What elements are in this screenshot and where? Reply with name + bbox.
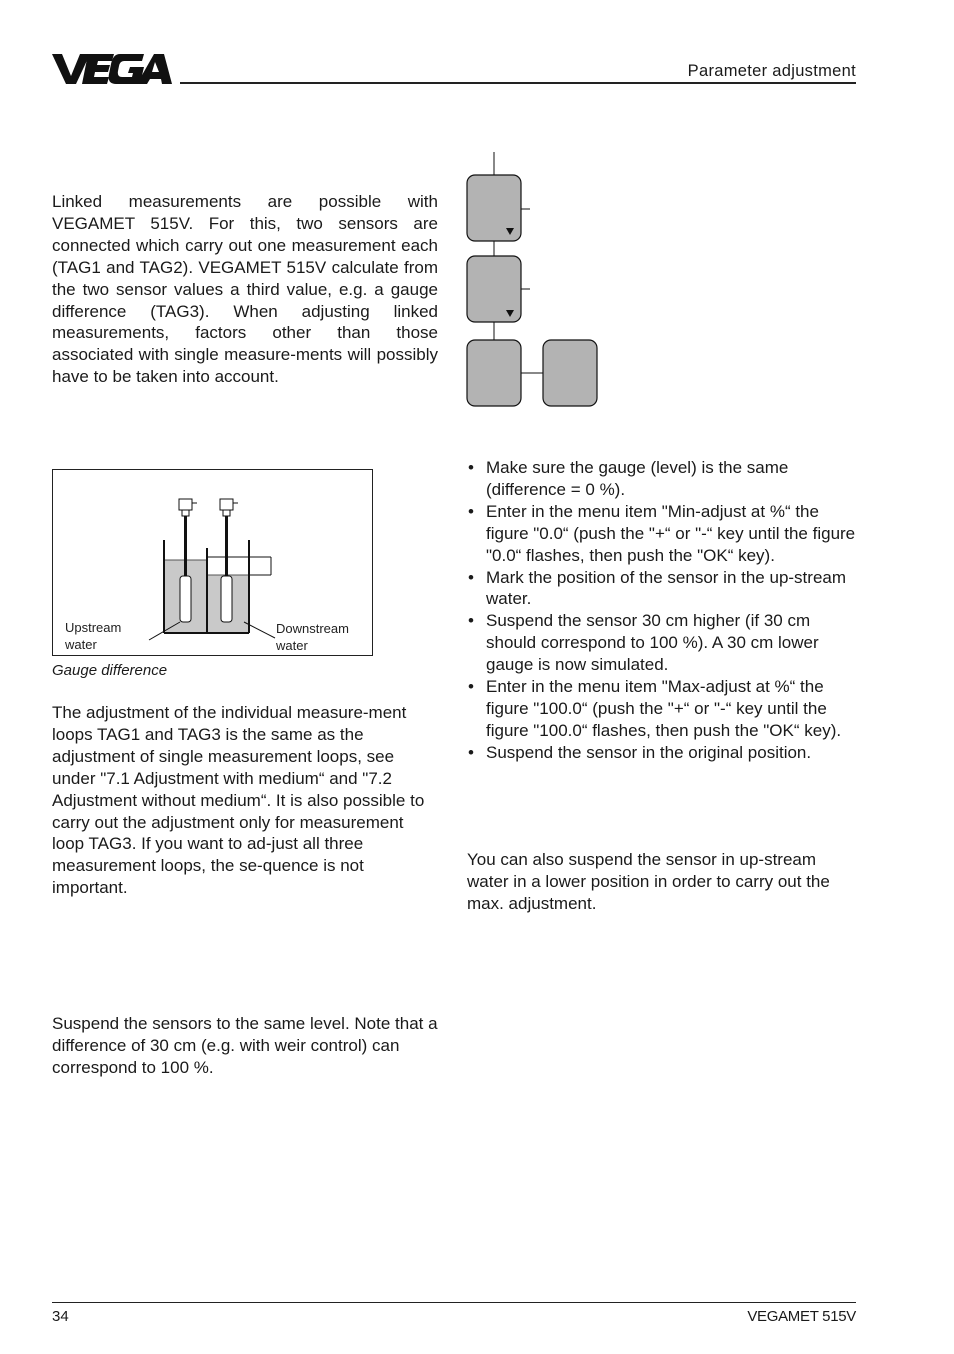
upstream-label xyxy=(65,620,121,653)
list-item: • Suspend the sensor in the original position. xyxy=(467,742,859,764)
note-paragraph: You can also suspend the sensor in up-stream water in a lower position in order to carry out the max. adjustment. xyxy=(467,850,830,913)
suspend-paragraph: Suspend the sensors to the same level. Note that a difference of 30 cm (e.g. with weir control) can correspond to 100 %. xyxy=(52,1014,438,1077)
menu-box-4 xyxy=(543,340,597,406)
list-item: • Enter in the menu item "Max-adjust at %“ the figure "100.0“ (push the "+“ or "-“ key until the figure "100.0“ flashes, then push the "OK“ key). xyxy=(467,676,859,742)
product-name: VEGAMET 515V xyxy=(747,1308,856,1325)
list-item: • Enter in the menu item "Min-adjust at %“ the figure "0.0“ (push the "+“ or "-“ key until the figure "0.0“ flashes, then push the "OK“ key). xyxy=(467,501,859,567)
upstream-label-line2: water xyxy=(65,636,97,652)
list-item: • Make sure the gauge (level) is the same (difference = 0 %). xyxy=(467,457,859,501)
list-item: • Suspend the sensor 30 cm higher (if 30 cm should correspond to 100 %). A 30 cm lower gauge is now simulated. xyxy=(467,610,859,676)
vega-logo xyxy=(52,52,172,86)
upstream-label-line1: Upstream xyxy=(65,620,122,635)
downstream-label-line2: water xyxy=(276,637,308,653)
footer-rule xyxy=(52,1302,856,1303)
menu-box-2 xyxy=(467,256,521,322)
adjustment-paragraph: The adjustment of the individual measure-ment loops TAG1 and TAG3 is the same as the adjustment of single measurement loops, see under "7.1 Adjustment with medium“ and "7.2 Adjustment without medium“. It is also possible to carry out the adjustment only for measurement loop TAG3. If you want to ad-just all three measurement loops, the se-quence is not important. xyxy=(52,703,425,898)
figure-caption: Gauge difference xyxy=(52,662,168,679)
section-title: Parameter adjustment xyxy=(687,62,856,80)
intro-paragraph: Linked measurements are possible with VEGAMET 515V. For this, two sensors are connected which carry out one measurement each (TAG1 and TAG2). VEGAMET 515V calculate from the two sensor values a third value, e.g. a gauge difference (TAG3). When adjusting linked measurements, factors other than those associated with single measure-ments will possibly have to be taken into account. xyxy=(52,192,438,387)
menu-structure-diagram xyxy=(460,148,610,413)
downstream-label-line1: Downstream xyxy=(276,621,349,636)
downstream-label xyxy=(276,621,349,654)
adjustment-steps-list xyxy=(467,457,859,764)
header-rule xyxy=(180,82,856,84)
list-item: • Mark the position of the sensor in the up-stream water. xyxy=(467,567,859,611)
page-number: 34 xyxy=(52,1308,69,1325)
menu-box-3 xyxy=(467,340,521,406)
menu-box-1 xyxy=(467,175,521,241)
